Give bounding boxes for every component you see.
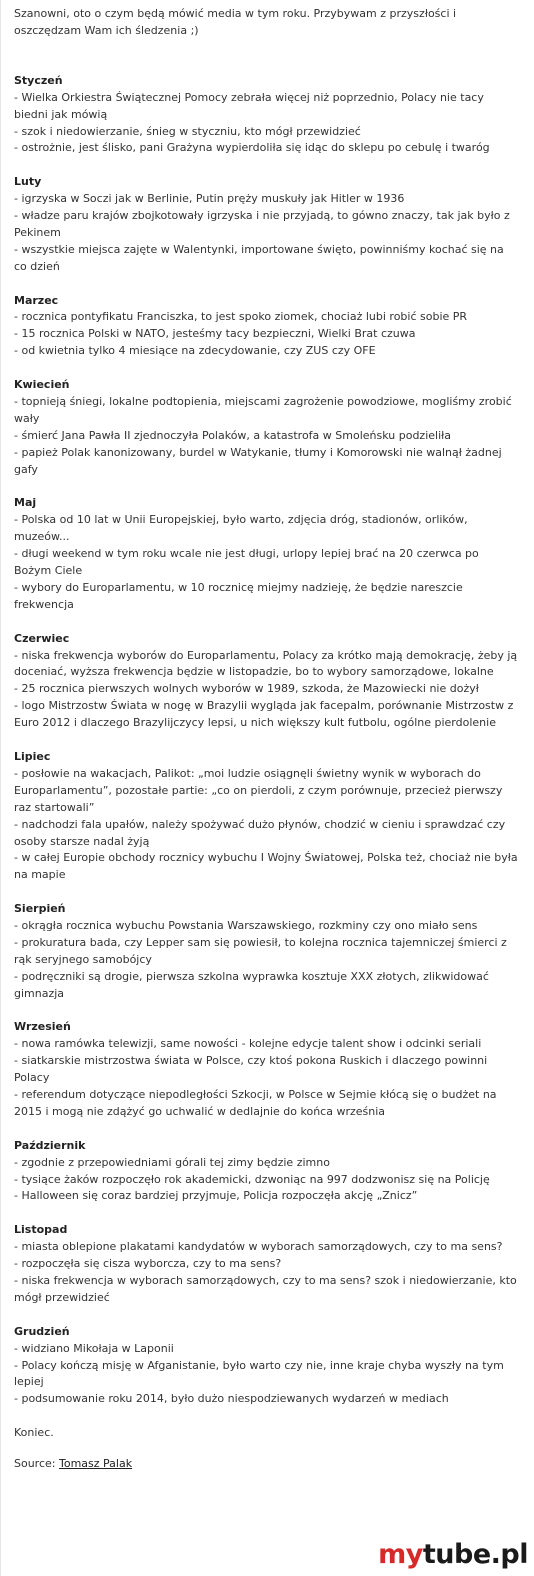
news-item: - referendum dotyczące niepodległości Szkocji, w Polsce w Sejmie kłócą się o budżet na 2015 i mogą nie zdążyć go uchwalić w dedlajnie do końca września — [14, 1088, 497, 1118]
source-label: Source: — [14, 1457, 56, 1471]
news-item: - niska frekwencja w wyborach samorządowych, czy to ma sens? szok i niedowierzanie, kto mógł przewidzieć — [14, 1274, 517, 1304]
month-heading: Październik — [14, 1138, 86, 1152]
news-item: - zgodnie z przepowiedniami górali tej zimy będzie zimno — [14, 1155, 330, 1169]
news-item: - rozpoczęła się cisza wyborcza, czy to ma sens? — [14, 1257, 282, 1271]
month-heading: Grudzień — [14, 1324, 70, 1338]
news-item: - śmierć Jana Pawła II zjednoczyła Polaków, a katastrofa w Smoleńsku podzieliła — [14, 428, 452, 442]
news-item: - siatkarskie mistrzostwa świata w Polsce, czy ktoś pokona Ruskich i dlaczego powinni Polacy — [14, 1054, 488, 1085]
month-section — [14, 495, 519, 613]
ending-text: Koniec. — [14, 1426, 54, 1440]
news-item: - ostrożnie, jest ślisko, pani Grażyna wypierdoliła się idąc do sklepu po cebulę i twaróg — [14, 141, 490, 155]
news-item: - wszystkie miejsca zajęte w Walentynki, importowane święto, powinniśmy kochać się na co dzień — [14, 242, 504, 273]
logo-part-my: my — [378, 1539, 423, 1570]
news-item: - 25 rocznica pierwszych wolnych wyborów w 1989, szkoda, że Mazowiecki nie dożył — [14, 682, 479, 696]
month-heading: Styczeń — [14, 73, 63, 87]
news-item: - szok i niedowierzanie, śnieg w styczniu, kto mógł przewidzieć — [14, 124, 361, 138]
month-heading: Lipiec — [14, 749, 51, 763]
logo-part-tube: tube.pl — [422, 1539, 528, 1570]
intro-text: Szanowni, oto o czym będą mówić media w tym roku. Przybywam z przyszłości i oszczędzam Wam ich śledzenia ;) — [14, 7, 457, 37]
month-heading: Luty — [14, 175, 42, 189]
news-item: - wybory do Europarlamentu, w 10 rocznicę miejmy nadzieję, że będzie nareszcie frekwencja — [14, 580, 463, 611]
source-author-link[interactable]: Tomasz Palak — [59, 1457, 133, 1471]
month-section — [14, 1324, 519, 1409]
month-section — [14, 293, 519, 361]
news-item: - władze paru krajów zbojkotowały igrzyska i nie przyjadą, to gówno znaczy, tak jak było z Pekinem — [14, 209, 510, 239]
news-item: - Polacy kończą misję w Afganistanie, było warto czy nie, inne kraje chyba wyszły na tym lepiej — [14, 1358, 504, 1389]
month-heading: Marzec — [14, 293, 59, 307]
news-item: - widziano Mikołaja w Laponii — [14, 1341, 174, 1355]
news-item: - podsumowanie roku 2014, było dużo niespodziewanych wydarzeń w mediach — [14, 1392, 449, 1406]
source-line — [14, 1456, 519, 1473]
month-heading: Maj — [14, 496, 37, 510]
month-heading: Sierpień — [14, 902, 66, 916]
news-item: - papież Polak kanonizowany, burdel w Watykanie, tłumy i Komorowski nie walnął żadnej gafy — [14, 445, 502, 476]
month-heading: Wrzesień — [14, 1020, 71, 1034]
news-item: - tysiące żaków rozpoczęło rok akademicki, dzwoniąc na 997 dodzwonisz się na Policję — [14, 1172, 490, 1186]
news-item: - Wielka Orkiestra Świątecznej Pomocy zebrała więcej niż poprzednio, Polacy nie tacy biedni jak mówią — [14, 90, 484, 121]
month-section — [14, 73, 519, 158]
news-item: - miasta oblepione plakatami kandydatów w wyborach samorządowych, czy to ma sens? — [14, 1240, 503, 1254]
month-heading: Kwiecień — [14, 378, 70, 392]
news-item: - w całej Europie obchody rocznicy wybuchu I Wojny Światowej, Polska też, chociaż nie była na mapie — [14, 851, 518, 882]
news-item: - podręczniki są drogie, pierwsza szkolna wyprawka kosztuje XXX złotych, zlikwidować gimnazja — [14, 969, 489, 1000]
month-section — [14, 901, 519, 1002]
news-item: - długi weekend w tym roku wcale nie jest długi, urlopy lepiej brać na 20 czerwca po Bożym Ciele — [14, 547, 479, 578]
news-item: - nadchodzi fala upałów, należy spożywać dużo płynów, chodzić w cieniu i sprawdzać czy osoby starsze nadal żyją — [14, 817, 506, 848]
news-item: - topnieją śniegi, lokalne podtopienia, miejscami zagrożenie powodziowe, mogliśmy zrobić wały — [14, 394, 512, 425]
month-section — [14, 1019, 519, 1120]
month-heading: Listopad — [14, 1223, 68, 1237]
month-section — [14, 631, 519, 732]
month-section — [14, 1138, 519, 1206]
news-item: - niska frekwencja wyborów do Europarlamentu, Polacy za krótko mają demokrację, żeby ją doceniać, wyższa frekwencja będzie w listopadzie, bo to wybory samorządowe, lokalne — [14, 648, 518, 679]
news-item: - nowa ramówka telewizji, same nowości - kolejne edycje talent show i odcinki seriali — [14, 1037, 482, 1051]
article-content — [14, 6, 519, 1473]
news-item: - od kwietnia tylko 4 miesiące na zdecydowanie, czy ZUS czy OFE — [14, 344, 376, 358]
mytube-logo[interactable] — [378, 1541, 528, 1568]
news-item: - posłowie na wakacjach, Palikot: „moi ludzie osiągnęli świetny wynik w wyborach do Europarlamentu”, pozostałe partie: „co on pierdoli, z czym porównuje, przecież pierwszy raz startowali” — [14, 766, 503, 814]
month-section — [14, 174, 519, 275]
month-section — [14, 749, 519, 884]
news-item: - igrzyska w Soczi jak w Berlinie, Putin pręży muskuły jak Hitler w 1936 — [14, 192, 405, 206]
month-section — [14, 1222, 519, 1307]
news-item: - Polska od 10 lat w Unii Europejskiej, było warto, zdjęcia dróg, stadionów, orlików, muzeów... — [14, 513, 468, 544]
news-item: - okrągła rocznica wybuchu Powstania Warszawskiego, rozkminy czy ono miało sens — [14, 919, 478, 933]
news-item: - prokuratura bada, czy Lepper sam się powiesił, to kolejna rocznica tajemniczej śmierci z rąk seryjnego samobójcy — [14, 935, 507, 966]
months-list — [14, 73, 519, 1408]
news-item: - rocznica pontyfikatu Franciszka, to jest spoko ziomek, chociaż lubi robić sobie PR — [14, 310, 468, 324]
news-item: - 15 rocznica Polski w NATO, jesteśmy tacy bezpieczni, Wielki Brat czuwa — [14, 327, 416, 341]
month-heading: Czerwiec — [14, 631, 70, 645]
month-section — [14, 377, 519, 478]
news-item: - Halloween się coraz bardziej przyjmuje, Policja rozpoczęła akcję „Znicz” — [14, 1189, 418, 1203]
news-item: - logo Mistrzostw Świata w nogę w Brazylii wygląda jak facepalm, porównanie Mistrzostw z Euro 2012 i dlaczego Brazylijczycy lepsi, u nich większy kult futbolu, ogólne pierdolenie — [14, 699, 514, 730]
